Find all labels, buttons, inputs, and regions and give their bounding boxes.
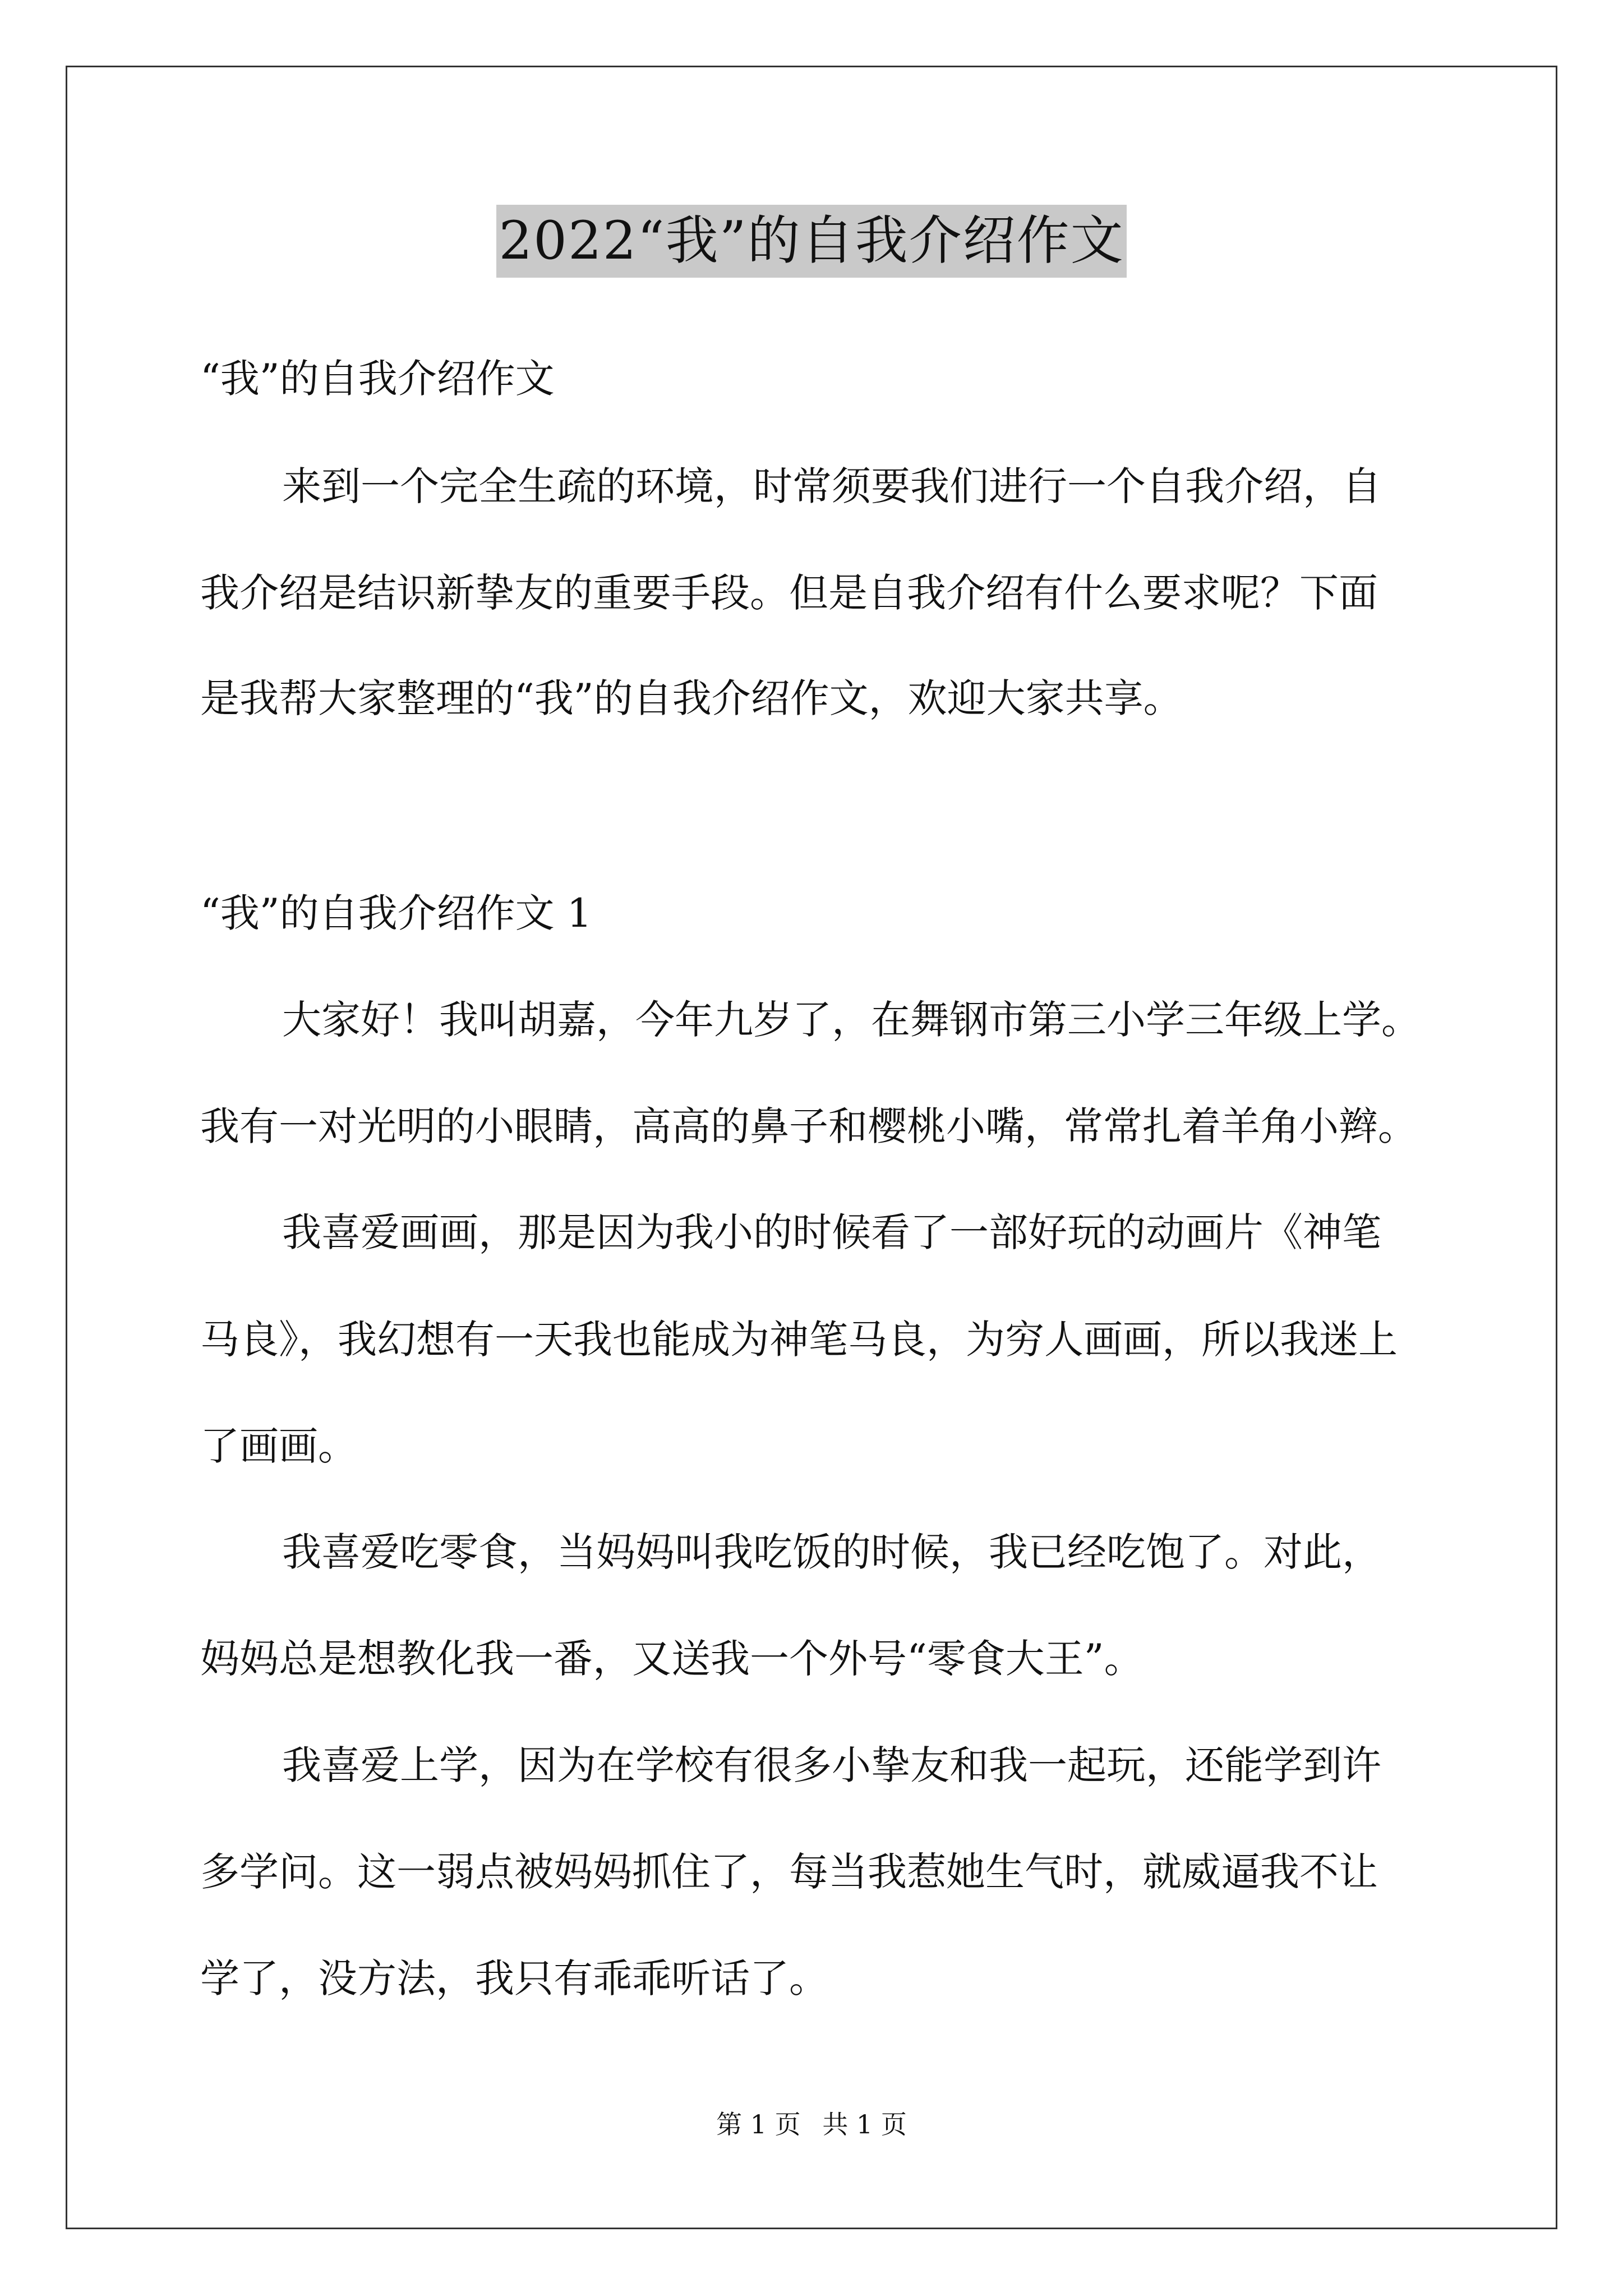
page-total: 共 1 页 — [822, 2109, 907, 2139]
body-line-6: 我喜爱吃零食，当妈妈叫我吃饭的时候，我已经吃饱了。对此， — [282, 1529, 1381, 1575]
document-subtitle: “我”的自我介绍作文 — [200, 356, 555, 402]
intro-line-3: 是我帮大家整理的“我”的自我介绍作文，欢迎大家共享。 — [200, 675, 1183, 721]
document-title: 2022“我”的自我介绍作文 — [496, 205, 1126, 278]
body-line-10: 学了，没方法，我只有乖乖听话了。 — [200, 1955, 828, 2001]
body-line-8: 我喜爱上学，因为在学校有很多小挚友和我一起玩，还能学到许 — [282, 1742, 1381, 1788]
body-line-2: 我有一对光明的小眼睛，高高的鼻子和樱桃小嘴，常常扎着羊角小辫。 — [200, 1103, 1417, 1149]
page-footer — [0, 2108, 1623, 2141]
body-line-1: 大家好！我叫胡嘉，今年九岁了，在舞钢市第三小学三年级上学。 — [282, 997, 1421, 1043]
body-line-9: 多学问。这一弱点被妈妈抓住了，每当我惹她生气时，就威逼我不让 — [200, 1849, 1378, 1895]
body-line-7: 妈妈总是想教化我一番，又送我一个外号“零食大王”。 — [200, 1636, 1144, 1682]
body-line-4: 马良》，我幻想有一天我也能成为神笔马良，为穷人画画，所以我迷上 — [200, 1317, 1398, 1363]
page-number: 第 1 页 — [716, 2109, 801, 2139]
body-line-3: 我喜爱画画，那是因为我小的时候看了一部好玩的动画片《神笔 — [282, 1209, 1381, 1255]
intro-line-2: 我介绍是结识新挚友的重要手段。但是自我介绍有什么要求呢？下面 — [200, 570, 1378, 616]
intro-line-1: 来到一个完全生疏的环境，时常须要我们进行一个自我介绍，自 — [282, 463, 1381, 509]
section-heading: “我”的自我介绍作文 1 — [200, 890, 592, 936]
document-title-container — [0, 205, 1623, 278]
body-line-5: 了画画。 — [200, 1423, 357, 1469]
